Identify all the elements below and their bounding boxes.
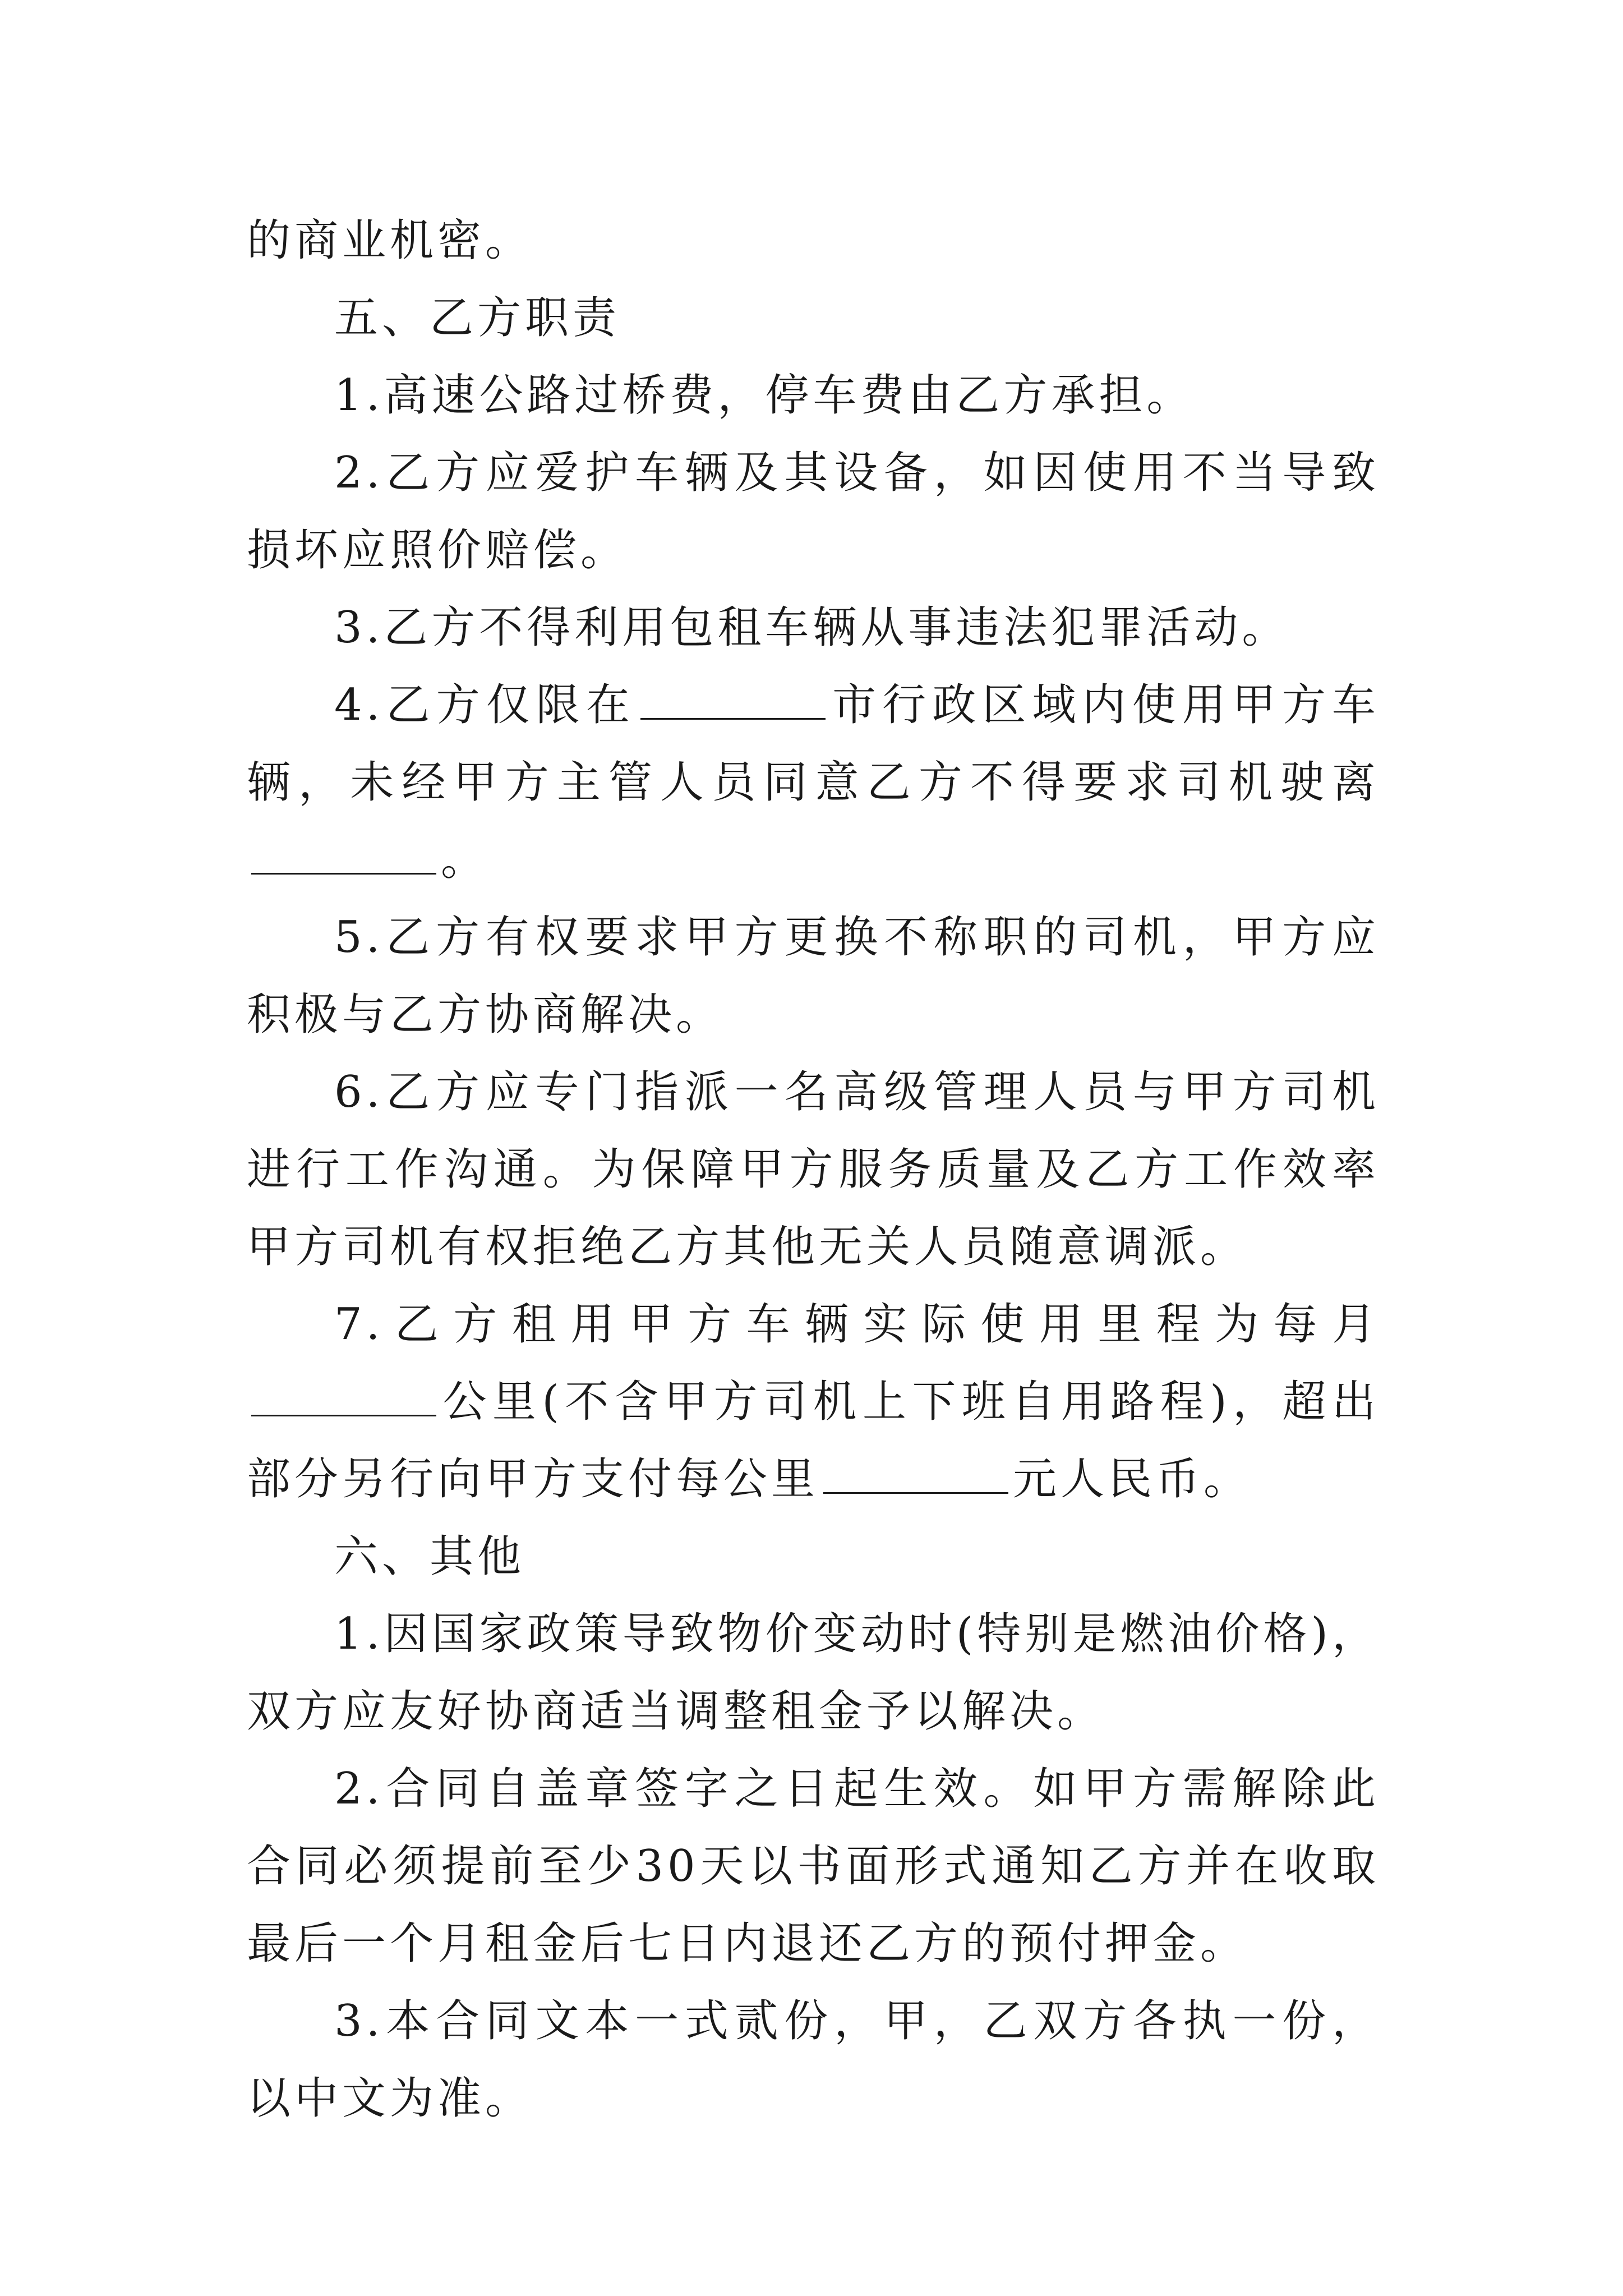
clause-6-2: 2.合同自盖章签字之日起生效。如甲方需解除此合同必须提前至少30天以书面形式通知乙方并在收取最后一个月租金后七日内退还乙方的预付押金。 (247, 1764, 1380, 1969)
fill-in-blank-rate (823, 1458, 1008, 1494)
clause-5-1: 1.高速公路过桥费，停车费由乙方承担。 (334, 370, 1195, 421)
document-body (247, 202, 1380, 2137)
clause-5-7-part-b: 公里(不含甲方司机上下班自用路程)，超出部分另行向甲方支付每公里 (247, 1377, 1380, 1504)
section-heading-5: 五、乙方职责 (334, 293, 621, 343)
clause-5-4-part-a: 4.乙方仅限在 (334, 680, 636, 730)
clause-6-3: 3.本合同文本一式贰份，甲，乙双方各执一份，以中文为准。 (247, 1996, 1380, 2124)
clause-5-3: 3.乙方不得利用包租车辆从事违法犯罪活动。 (334, 602, 1290, 653)
clause-5-4-part-b: 市行政区域内使用甲方车辆，未经甲方主管人员同意乙方不得要求司机驶离 (247, 680, 1380, 808)
clause-5-5: 5.乙方有权要求甲方更换不称职的司机，甲方应积极与乙方协商解决。 (247, 912, 1380, 1040)
clause-5-4 (247, 666, 1380, 899)
clause-5-6: 6.乙方应专门指派一名高级管理人员与甲方司机进行工作沟通。为保障甲方服务质量及乙方工作效率甲方司机有权拒绝乙方其他无关人员随意调派。 (247, 1067, 1380, 1272)
section-heading-6: 六、其他 (334, 1531, 525, 1582)
fill-in-blank-mileage (251, 1381, 436, 1416)
clause-5-7-part-a: 7.乙方租用甲方车辆实际使用里程为每月 (334, 1299, 1380, 1350)
clause-5-4-part-c: 。 (441, 835, 489, 885)
fill-in-blank-city (640, 684, 826, 720)
clause-6-1: 1.因国家政策导致物价变动时(特别是燃油价格)，双方应友好协商适当调整租金予以解决。 (247, 1609, 1380, 1737)
paragraph-continuation: 的商业机密。 (247, 215, 533, 266)
clause-5-7 (247, 1286, 1380, 1518)
clause-5-2: 2.乙方应爱护车辆及其设备，如因使用不当导致损坏应照价赔偿。 (247, 448, 1380, 576)
clause-5-7-part-c: 元人民币。 (1013, 1454, 1252, 1504)
fill-in-blank-destination (251, 839, 436, 875)
